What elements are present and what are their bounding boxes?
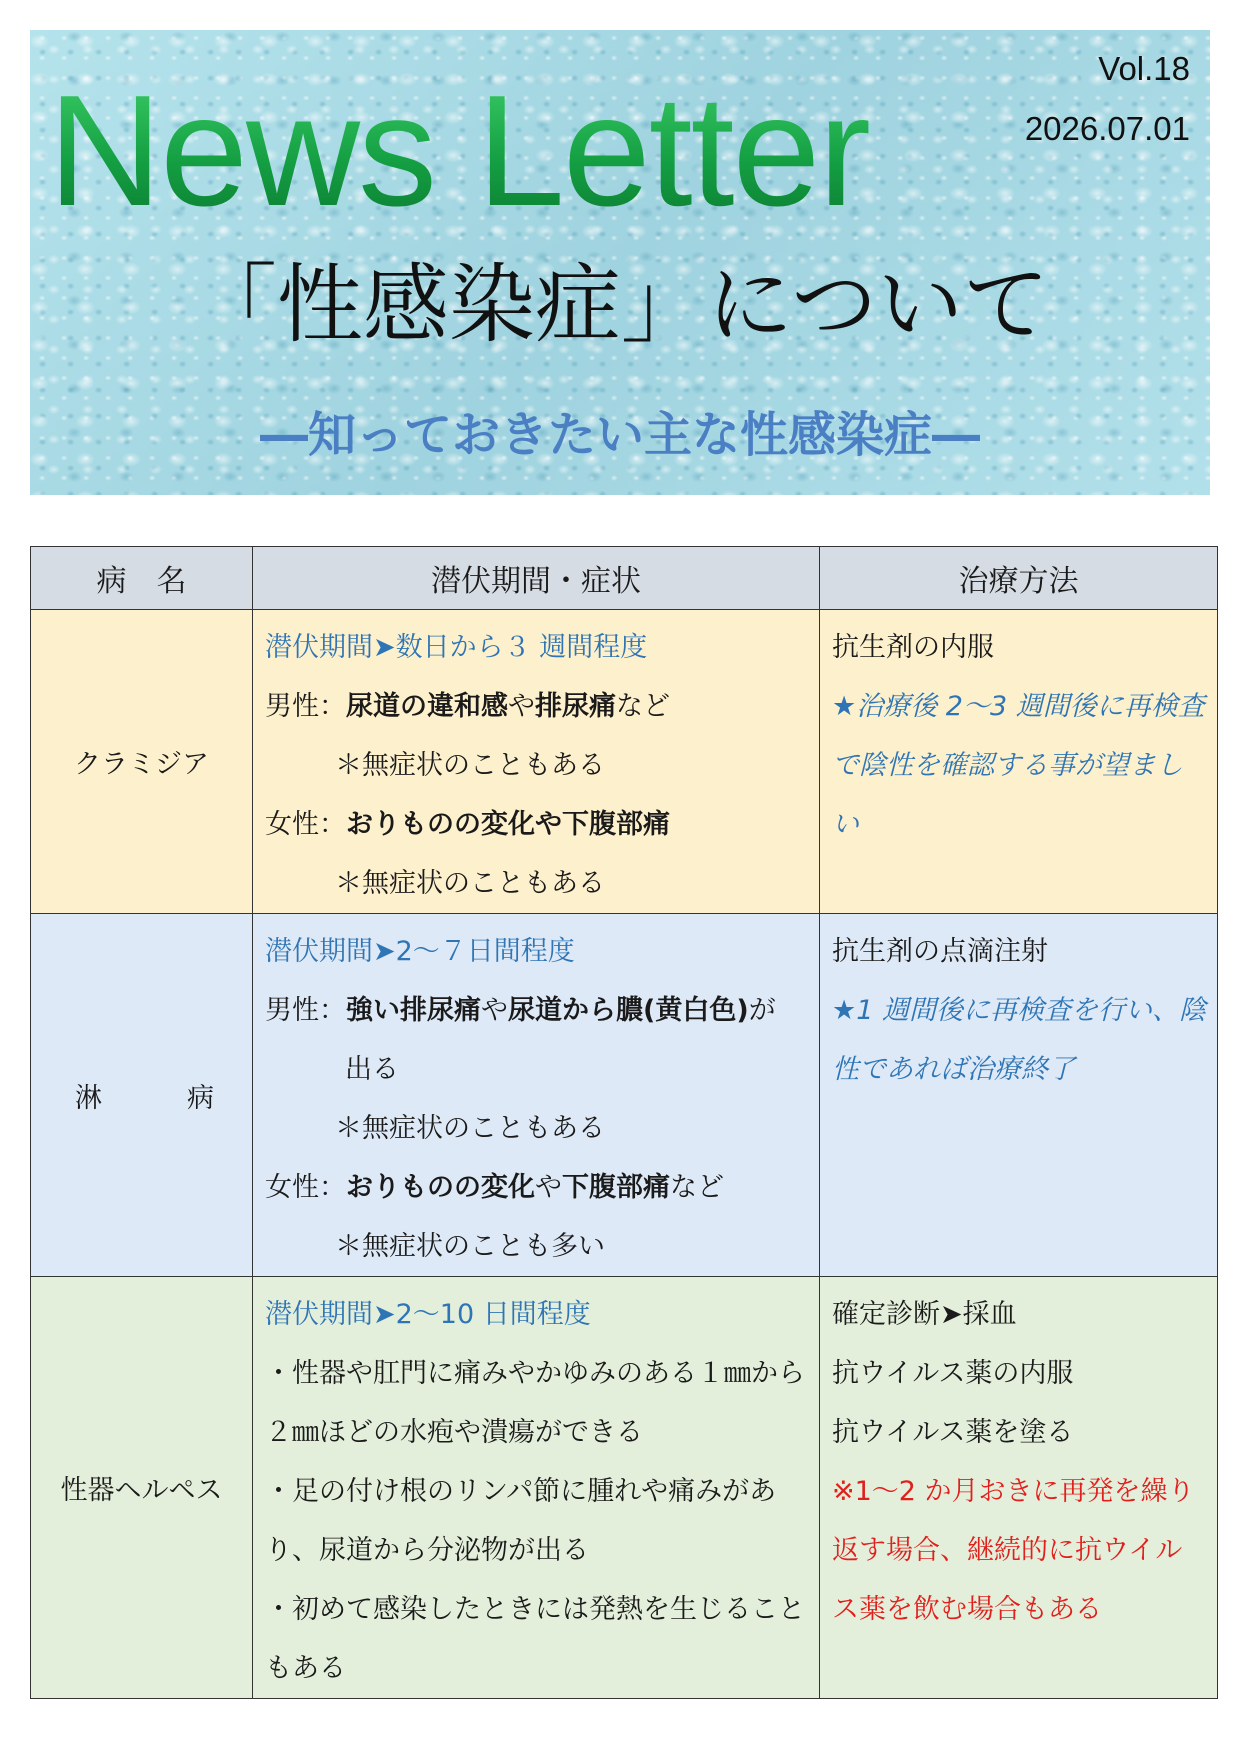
female-symptoms: 女性：おりものの変化や下腹部痛 (265, 809, 670, 840)
treatment-gonorrhea (820, 914, 1218, 1277)
male-note: ＊無症状のこともある (335, 1113, 605, 1144)
table-row-chlamydia (31, 610, 1218, 914)
incubation-period: 潜伏期間➤2～10 日間程度 (265, 1299, 591, 1330)
female-symptoms: 女性：おりものの変化や下腹部痛など (265, 1172, 724, 1203)
table-row-gonorrhea (31, 914, 1218, 1277)
treatment-chlamydia (820, 610, 1218, 914)
male-symptoms-continued: 出る (345, 1054, 399, 1085)
disease-name-chlamydia: クラミジア (31, 610, 253, 914)
disease-table (30, 546, 1218, 1699)
treatment-note: ★1 週間後に再検査を行い、陰性であれば治療終了 (832, 995, 1206, 1085)
treatment-oral: 抗ウイルス薬の内服 (832, 1358, 1074, 1389)
disease-name-herpes: 性器ヘルペス (31, 1277, 253, 1699)
treatment-herpes (820, 1277, 1218, 1699)
header-symptoms: 潜伏期間・症状 (253, 547, 820, 610)
symptoms-chlamydia (253, 610, 820, 914)
volume-number: Vol.18 (1098, 50, 1190, 87)
female-note: ＊無症状のことも多い (335, 1231, 605, 1262)
symptom-item: ・性器や肛門に痛みやかゆみのある１㎜から２㎜ほどの水疱や潰瘍ができる (265, 1358, 805, 1448)
diagnosis: 確定診断➤採血 (832, 1299, 1017, 1330)
header-banner (30, 30, 1210, 495)
disease-name-gonorrhea: 淋 病 (31, 914, 253, 1277)
main-heading: 「性感染症」について (190, 255, 1050, 355)
header-disease-name: 病 名 (31, 547, 253, 610)
male-symptoms: 男性：尿道の違和感や排尿痛など (265, 691, 670, 722)
treatment-topical: 抗ウイルス薬を塗る (832, 1417, 1074, 1448)
header-treatment: 治療方法 (820, 547, 1218, 610)
symptoms-herpes (253, 1277, 820, 1699)
treatment-main: 抗生剤の内服 (832, 632, 994, 663)
female-note: ＊無症状のこともある (335, 868, 605, 899)
treatment-note: ※1～2 か月おきに再発を繰り返す場合、継続的に抗ウイルス薬を飲む場合もある (832, 1476, 1195, 1625)
symptom-item: ・足の付け根のリンパ節に腫れや痛みがあり、尿道から分泌物が出る (265, 1476, 777, 1566)
incubation-period: 潜伏期間➤2～７日間程度 (265, 936, 575, 967)
treatment-note: ★治療後 2～3 週間後に再検査で陰性を確認する事が望ましい (832, 691, 1205, 840)
incubation-period: 潜伏期間➤数日から３ 週間程度 (265, 632, 648, 663)
sub-heading: ―知っておきたい主な性感染症― (259, 407, 980, 463)
table-row-herpes (31, 1277, 1218, 1699)
symptom-item: ・初めて感染したときには発熱を生じることもある (265, 1594, 805, 1684)
male-note: ＊無症状のこともある (335, 750, 605, 781)
newsletter-title: News Letter (48, 63, 870, 239)
treatment-main: 抗生剤の点滴注射 (832, 936, 1048, 967)
issue-date: 2026.07.01 (1024, 110, 1190, 147)
male-symptoms: 男性：強い排尿痛や尿道から膿(黄白色)が (265, 995, 776, 1026)
symptoms-gonorrhea (253, 914, 820, 1277)
table-header-row (31, 547, 1218, 610)
